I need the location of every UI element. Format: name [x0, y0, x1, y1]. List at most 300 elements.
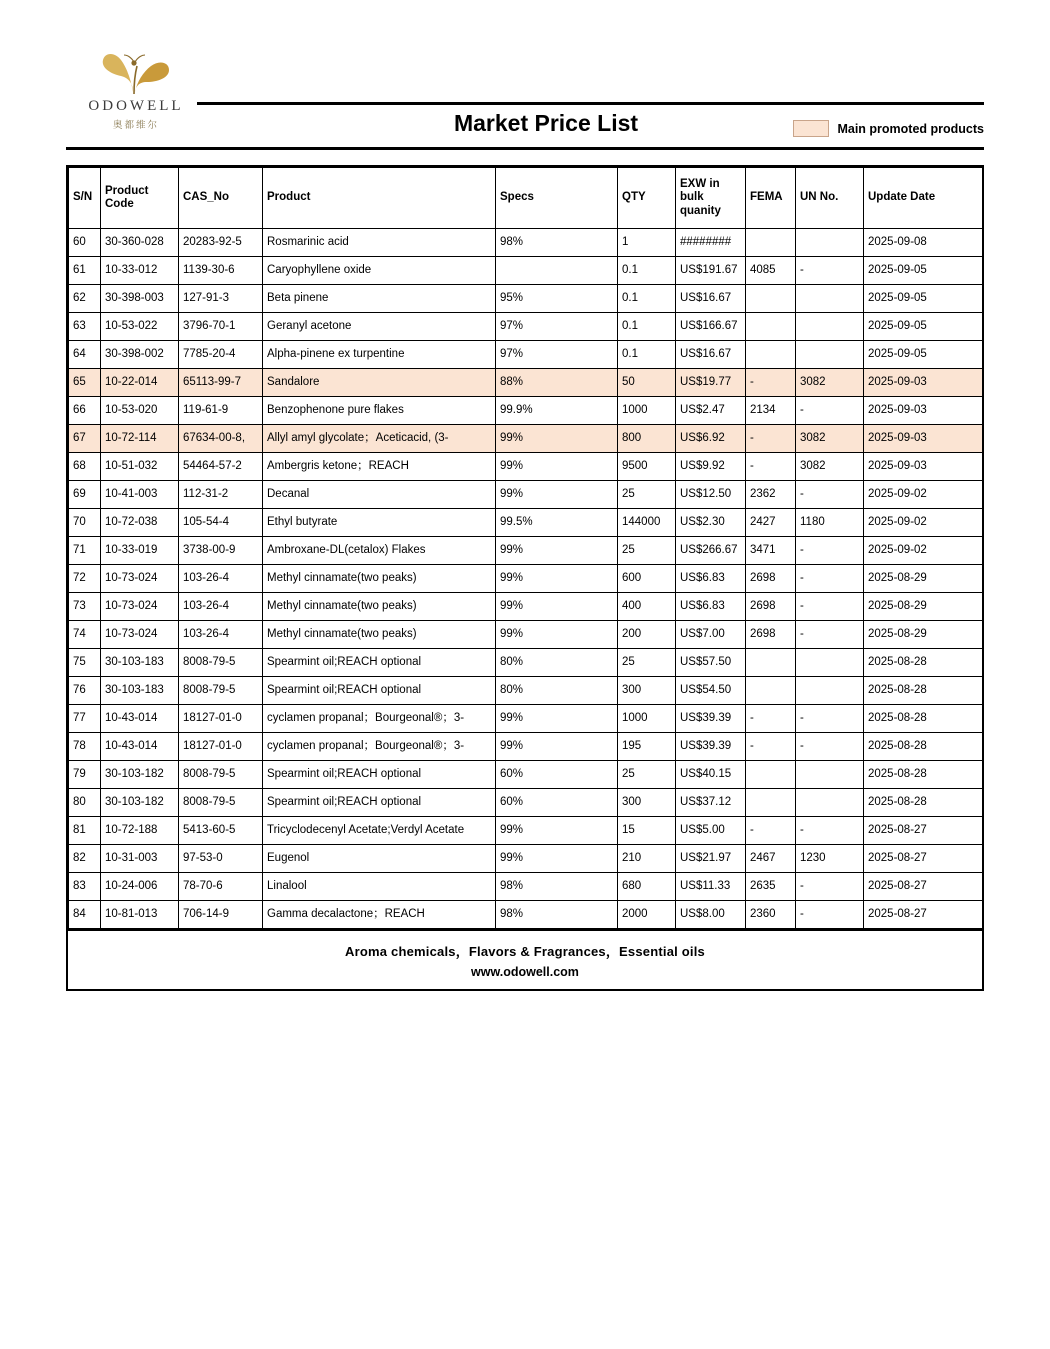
cell-update-date: 2025-09-02: [864, 537, 983, 565]
cell-exw: US$5.00: [676, 817, 746, 845]
cell-product: Methyl cinnamate(two peaks): [263, 565, 496, 593]
cell-product-code: 30-103-182: [101, 761, 179, 789]
cell-product: cyclamen propanal；Bourgeonal®；3-: [263, 705, 496, 733]
cell-qty: 0.1: [618, 313, 676, 341]
cell-exw: US$57.50: [676, 649, 746, 677]
cell-update-date: 2025-09-05: [864, 257, 983, 285]
cell-product: Linalool: [263, 873, 496, 901]
cell-cas-no: 8008-79-5: [179, 649, 263, 677]
cell-cas-no: 119-61-9: [179, 397, 263, 425]
cell-cas-no: 18127-01-0: [179, 733, 263, 761]
cell-update-date: 2025-09-02: [864, 481, 983, 509]
cell-update-date: 2025-08-28: [864, 761, 983, 789]
table-row: [69, 285, 983, 313]
table-row: [69, 761, 983, 789]
cell-cas-no: 3738-00-9: [179, 537, 263, 565]
cell-qty: 1: [618, 229, 676, 257]
cell-specs: 98%: [496, 873, 618, 901]
cell-specs: 99%: [496, 621, 618, 649]
cell-exw: US$54.50: [676, 677, 746, 705]
cell-sn: 62: [69, 285, 101, 313]
cell-un-no: 3082: [796, 369, 864, 397]
cell-product: Rosmarinic acid: [263, 229, 496, 257]
cell-un-no: -: [796, 705, 864, 733]
cell-sn: 75: [69, 649, 101, 677]
cell-product: Eugenol: [263, 845, 496, 873]
cell-product-code: 30-398-003: [101, 285, 179, 313]
table-row: [69, 313, 983, 341]
cell-fema: -: [746, 705, 796, 733]
cell-product: Decanal: [263, 481, 496, 509]
cell-un-no: [796, 649, 864, 677]
cell-product-code: 10-33-019: [101, 537, 179, 565]
cell-qty: 300: [618, 789, 676, 817]
table-row: [69, 621, 983, 649]
price-table: [68, 167, 983, 929]
cell-specs: 99%: [496, 481, 618, 509]
cell-product-code: 10-72-038: [101, 509, 179, 537]
cell-cas-no: 103-26-4: [179, 621, 263, 649]
brand-name-cn: 奥都维尔: [112, 120, 159, 131]
cell-qty: 25: [618, 761, 676, 789]
cell-un-no: -: [796, 593, 864, 621]
table-row: [69, 341, 983, 369]
cell-cas-no: 5413-60-5: [179, 817, 263, 845]
cell-exw: US$16.67: [676, 341, 746, 369]
cell-exw: US$166.67: [676, 313, 746, 341]
cell-product: Methyl cinnamate(two peaks): [263, 621, 496, 649]
cell-sn: 67: [69, 425, 101, 453]
cell-cas-no: 8008-79-5: [179, 789, 263, 817]
cell-product: Allyl amyl glycolate；Aceticacid, (3-: [263, 425, 496, 453]
cell-cas-no: 706-14-9: [179, 901, 263, 929]
cell-specs: 99%: [496, 845, 618, 873]
price-table-container: [66, 165, 984, 991]
cell-specs: 80%: [496, 677, 618, 705]
cell-cas-no: 78-70-6: [179, 873, 263, 901]
cell-sn: 83: [69, 873, 101, 901]
cell-product: Ambergris ketone；REACH: [263, 453, 496, 481]
cell-un-no: 3082: [796, 453, 864, 481]
cell-product: Spearmint oil;REACH optional: [263, 789, 496, 817]
cell-exw: US$6.83: [676, 565, 746, 593]
cell-specs: 99%: [496, 817, 618, 845]
table-body: [69, 229, 983, 929]
cell-update-date: 2025-08-27: [864, 845, 983, 873]
cell-update-date: 2025-08-28: [864, 705, 983, 733]
table-row: [69, 453, 983, 481]
cell-update-date: 2025-09-05: [864, 341, 983, 369]
cell-update-date: 2025-08-29: [864, 621, 983, 649]
cell-sn: 64: [69, 341, 101, 369]
cell-cas-no: 105-54-4: [179, 509, 263, 537]
cell-fema: 2134: [746, 397, 796, 425]
cell-un-no: -: [796, 817, 864, 845]
cell-qty: 680: [618, 873, 676, 901]
cell-fema: 2698: [746, 593, 796, 621]
cell-exw: ########: [676, 229, 746, 257]
cell-product-code: 30-103-183: [101, 649, 179, 677]
cell-fema: -: [746, 425, 796, 453]
cell-un-no: 1230: [796, 845, 864, 873]
footer-band: [68, 929, 982, 989]
cell-specs: 60%: [496, 761, 618, 789]
cell-qty: 800: [618, 425, 676, 453]
cell-fema: 2427: [746, 509, 796, 537]
cell-qty: 300: [618, 677, 676, 705]
cell-fema: 2635: [746, 873, 796, 901]
cell-exw: US$2.47: [676, 397, 746, 425]
cell-qty: 144000: [618, 509, 676, 537]
cell-product-code: 10-53-022: [101, 313, 179, 341]
cell-product: Geranyl acetone: [263, 313, 496, 341]
cell-cas-no: 103-26-4: [179, 593, 263, 621]
cell-product-code: 10-22-014: [101, 369, 179, 397]
company-logo: [66, 50, 206, 131]
cell-exw: US$6.83: [676, 593, 746, 621]
table-row: [69, 397, 983, 425]
cell-sn: 71: [69, 537, 101, 565]
cell-update-date: 2025-08-29: [864, 593, 983, 621]
cell-product-code: 30-103-182: [101, 789, 179, 817]
cell-sn: 61: [69, 257, 101, 285]
cell-sn: 72: [69, 565, 101, 593]
cell-update-date: 2025-09-03: [864, 425, 983, 453]
cell-sn: 63: [69, 313, 101, 341]
cell-specs: 97%: [496, 313, 618, 341]
cell-product-code: 10-31-003: [101, 845, 179, 873]
cell-product: Gamma decalactone；REACH: [263, 901, 496, 929]
cell-sn: 82: [69, 845, 101, 873]
table-row: [69, 677, 983, 705]
cell-cas-no: 20283-92-5: [179, 229, 263, 257]
cell-product-code: 10-24-006: [101, 873, 179, 901]
table-row: [69, 425, 983, 453]
cell-product-code: 10-73-024: [101, 565, 179, 593]
cell-product-code: 10-53-020: [101, 397, 179, 425]
table-row: [69, 733, 983, 761]
cell-cas-no: 112-31-2: [179, 481, 263, 509]
cell-exw: US$16.67: [676, 285, 746, 313]
cell-product: Spearmint oil;REACH optional: [263, 677, 496, 705]
cell-specs: 99%: [496, 733, 618, 761]
cell-exw: US$266.67: [676, 537, 746, 565]
table-row: [69, 481, 983, 509]
cell-specs: 99.9%: [496, 397, 618, 425]
cell-exw: US$21.97: [676, 845, 746, 873]
cell-cas-no: 8008-79-5: [179, 761, 263, 789]
cell-fema: [746, 789, 796, 817]
cell-sn: 70: [69, 509, 101, 537]
cell-un-no: [796, 313, 864, 341]
cell-update-date: 2025-08-28: [864, 677, 983, 705]
cell-exw: US$9.92: [676, 453, 746, 481]
cell-un-no: [796, 761, 864, 789]
legend: [793, 120, 984, 137]
legend-swatch-icon: [793, 120, 829, 137]
cell-specs: 99%: [496, 453, 618, 481]
cell-product: Ethyl butyrate: [263, 509, 496, 537]
cell-exw: US$19.77: [676, 369, 746, 397]
cell-sn: 73: [69, 593, 101, 621]
table-row: [69, 845, 983, 873]
cell-product: Sandalore: [263, 369, 496, 397]
column-header-qty: QTY: [618, 168, 676, 229]
cell-exw: US$40.15: [676, 761, 746, 789]
cell-update-date: 2025-09-05: [864, 285, 983, 313]
cell-update-date: 2025-08-28: [864, 789, 983, 817]
cell-un-no: -: [796, 537, 864, 565]
cell-un-no: 3082: [796, 425, 864, 453]
cell-fema: -: [746, 733, 796, 761]
cell-product: Tricyclodecenyl Acetate;Verdyl Acetate: [263, 817, 496, 845]
cell-product-code: 10-43-014: [101, 733, 179, 761]
cell-sn: 66: [69, 397, 101, 425]
cell-qty: 25: [618, 649, 676, 677]
cell-exw: US$191.67: [676, 257, 746, 285]
cell-specs: 99%: [496, 425, 618, 453]
cell-update-date: 2025-09-03: [864, 453, 983, 481]
cell-un-no: -: [796, 397, 864, 425]
cell-exw: US$11.33: [676, 873, 746, 901]
cell-un-no: [796, 341, 864, 369]
cell-fema: 4085: [746, 257, 796, 285]
cell-product: Methyl cinnamate(two peaks): [263, 593, 496, 621]
cell-qty: 9500: [618, 453, 676, 481]
column-header-un-no: UN No.: [796, 168, 864, 229]
cell-product: Caryophyllene oxide: [263, 257, 496, 285]
cell-update-date: 2025-08-27: [864, 901, 983, 929]
cell-qty: 200: [618, 621, 676, 649]
table-row: [69, 257, 983, 285]
column-header-update-date: Update Date: [864, 168, 983, 229]
cell-specs: 99%: [496, 565, 618, 593]
cell-qty: 25: [618, 481, 676, 509]
cell-un-no: [796, 677, 864, 705]
cell-un-no: [796, 229, 864, 257]
cell-un-no: 1180: [796, 509, 864, 537]
cell-qty: 25: [618, 537, 676, 565]
cell-exw: US$8.00: [676, 901, 746, 929]
cell-sn: 79: [69, 761, 101, 789]
cell-cas-no: 54464-57-2: [179, 453, 263, 481]
cell-qty: 2000: [618, 901, 676, 929]
cell-product: cyclamen propanal；Bourgeonal®；3-: [263, 733, 496, 761]
cell-product: Beta pinene: [263, 285, 496, 313]
footer-tagline: Aroma chemicals，Flavors & Fragrances，Essential oils: [345, 944, 705, 959]
cell-product: Alpha-pinene ex turpentine: [263, 341, 496, 369]
cell-sn: 84: [69, 901, 101, 929]
cell-sn: 80: [69, 789, 101, 817]
cell-qty: 400: [618, 593, 676, 621]
document-header: [66, 40, 984, 150]
cell-update-date: 2025-09-03: [864, 397, 983, 425]
cell-fema: 2467: [746, 845, 796, 873]
cell-exw: US$7.00: [676, 621, 746, 649]
cell-qty: 15: [618, 817, 676, 845]
cell-un-no: [796, 285, 864, 313]
cell-specs: 99%: [496, 593, 618, 621]
cell-update-date: 2025-08-28: [864, 733, 983, 761]
cell-specs: 88%: [496, 369, 618, 397]
cell-fema: 2360: [746, 901, 796, 929]
table-row: [69, 593, 983, 621]
page-title: Market Price List: [453, 110, 639, 136]
cell-fema: [746, 229, 796, 257]
cell-sn: 65: [69, 369, 101, 397]
cell-cas-no: 97-53-0: [179, 845, 263, 873]
cell-update-date: 2025-09-03: [864, 369, 983, 397]
cell-update-date: 2025-08-27: [864, 873, 983, 901]
cell-fema: [746, 341, 796, 369]
cell-update-date: 2025-09-02: [864, 509, 983, 537]
cell-sn: 81: [69, 817, 101, 845]
cell-un-no: -: [796, 481, 864, 509]
cell-product: Ambroxane-DL(cetalox) Flakes: [263, 537, 496, 565]
table-row: [69, 369, 983, 397]
cell-specs: 95%: [496, 285, 618, 313]
column-header-product-code: Product Code: [101, 168, 179, 229]
cell-product-code: 10-43-014: [101, 705, 179, 733]
cell-update-date: 2025-08-28: [864, 649, 983, 677]
cell-qty: 0.1: [618, 257, 676, 285]
cell-cas-no: 65113-99-7: [179, 369, 263, 397]
cell-qty: 50: [618, 369, 676, 397]
cell-fema: [746, 761, 796, 789]
cell-exw: US$2.30: [676, 509, 746, 537]
cell-qty: 195: [618, 733, 676, 761]
header-rule-top: [197, 102, 984, 105]
header-rule-bottom: [66, 147, 984, 150]
cell-fema: 3471: [746, 537, 796, 565]
column-header-sn: S/N: [69, 168, 101, 229]
cell-product-code: 10-33-012: [101, 257, 179, 285]
cell-un-no: -: [796, 733, 864, 761]
cell-sn: 76: [69, 677, 101, 705]
cell-sn: 69: [69, 481, 101, 509]
cell-product-code: 10-72-188: [101, 817, 179, 845]
table-row: [69, 509, 983, 537]
cell-product: Benzophenone pure flakes: [263, 397, 496, 425]
cell-qty: 1000: [618, 705, 676, 733]
cell-cas-no: 3796-70-1: [179, 313, 263, 341]
cell-sn: 77: [69, 705, 101, 733]
cell-qty: 210: [618, 845, 676, 873]
cell-un-no: [796, 789, 864, 817]
cell-product-code: 30-398-002: [101, 341, 179, 369]
table-row: [69, 789, 983, 817]
cell-update-date: 2025-09-08: [864, 229, 983, 257]
cell-sn: 74: [69, 621, 101, 649]
cell-product-code: 10-81-013: [101, 901, 179, 929]
cell-fema: [746, 313, 796, 341]
cell-fema: 2362: [746, 481, 796, 509]
cell-product-code: 10-41-003: [101, 481, 179, 509]
table-row: [69, 649, 983, 677]
table-row: [69, 705, 983, 733]
cell-specs: 80%: [496, 649, 618, 677]
cell-specs: 98%: [496, 229, 618, 257]
cell-product-code: 10-72-114: [101, 425, 179, 453]
cell-sn: 68: [69, 453, 101, 481]
cell-update-date: 2025-08-27: [864, 817, 983, 845]
cell-un-no: -: [796, 565, 864, 593]
cell-sn: 78: [69, 733, 101, 761]
cell-update-date: 2025-09-05: [864, 313, 983, 341]
column-header-specs: Specs: [496, 168, 618, 229]
cell-cas-no: 67634-00-8,: [179, 425, 263, 453]
cell-product: Spearmint oil;REACH optional: [263, 649, 496, 677]
table-row: [69, 901, 983, 929]
cell-fema: -: [746, 369, 796, 397]
cell-un-no: -: [796, 873, 864, 901]
cell-un-no: -: [796, 621, 864, 649]
table-row: [69, 817, 983, 845]
cell-cas-no: 103-26-4: [179, 565, 263, 593]
cell-specs: 99%: [496, 705, 618, 733]
footer-website: www.odowell.com: [471, 965, 579, 979]
cell-exw: US$39.39: [676, 705, 746, 733]
cell-fema: 2698: [746, 621, 796, 649]
cell-product-code: 10-51-032: [101, 453, 179, 481]
table-row: [69, 873, 983, 901]
cell-exw: US$37.12: [676, 789, 746, 817]
cell-specs: 97%: [496, 341, 618, 369]
cell-fema: [746, 677, 796, 705]
column-header-fema: FEMA: [746, 168, 796, 229]
column-header-product: Product: [263, 168, 496, 229]
cell-cas-no: 7785-20-4: [179, 341, 263, 369]
butterfly-logo-icon: [66, 50, 206, 96]
cell-product-code: 10-73-024: [101, 621, 179, 649]
cell-qty: 0.1: [618, 285, 676, 313]
legend-label: Main promoted products: [837, 121, 984, 136]
cell-product-code: 30-360-028: [101, 229, 179, 257]
cell-un-no: -: [796, 901, 864, 929]
cell-specs: [496, 257, 618, 285]
cell-exw: US$12.50: [676, 481, 746, 509]
cell-qty: 600: [618, 565, 676, 593]
cell-exw: US$39.39: [676, 733, 746, 761]
cell-qty: 0.1: [618, 341, 676, 369]
cell-qty: 1000: [618, 397, 676, 425]
cell-product: Spearmint oil;REACH optional: [263, 761, 496, 789]
cell-update-date: 2025-08-29: [864, 565, 983, 593]
column-header-exw: EXW in bulk quanity: [676, 168, 746, 229]
table-row: [69, 537, 983, 565]
cell-fema: [746, 285, 796, 313]
cell-fema: 2698: [746, 565, 796, 593]
cell-cas-no: 1139-30-6: [179, 257, 263, 285]
cell-specs: 98%: [496, 901, 618, 929]
table-row: [69, 565, 983, 593]
cell-specs: 99%: [496, 537, 618, 565]
cell-cas-no: 8008-79-5: [179, 677, 263, 705]
cell-product-code: 30-103-183: [101, 677, 179, 705]
table-header-row: [69, 168, 983, 229]
cell-fema: -: [746, 817, 796, 845]
cell-specs: 60%: [496, 789, 618, 817]
cell-exw: US$6.92: [676, 425, 746, 453]
cell-fema: -: [746, 453, 796, 481]
cell-un-no: -: [796, 257, 864, 285]
cell-specs: 99.5%: [496, 509, 618, 537]
table-row: [69, 229, 983, 257]
cell-sn: 60: [69, 229, 101, 257]
brand-name: ODOWELL: [88, 98, 184, 114]
cell-cas-no: 127-91-3: [179, 285, 263, 313]
cell-fema: [746, 649, 796, 677]
